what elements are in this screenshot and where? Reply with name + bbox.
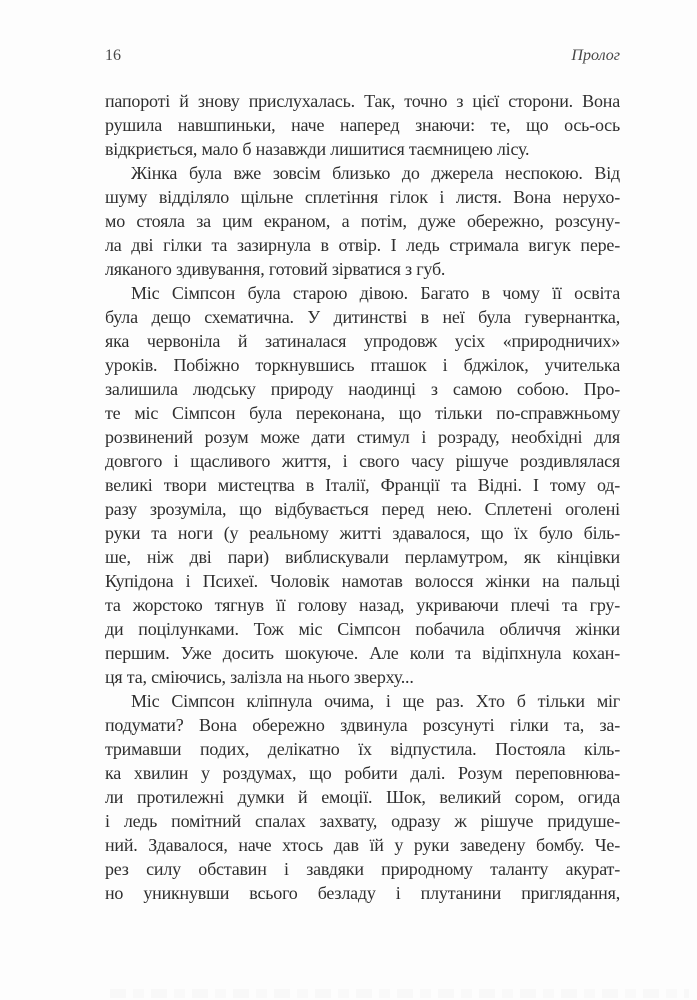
text-line: Міс Сімпсон була старою дівою. Багато в чому її освіта bbox=[131, 283, 620, 303]
text-line: подумати? Вона обережно здвинула розсунуті гілки та, за- bbox=[105, 715, 620, 735]
text-line: була дещо схематична. У дитинстві в неї була гувернантка, bbox=[105, 307, 620, 327]
text-line: ця та, сміючись, залізла на нього зверху... bbox=[105, 667, 414, 687]
text-line: ляканого здивування, готовий зірватися з губ. bbox=[105, 259, 446, 279]
text-line: ка хвилин у роздумах, що робити далі. Розум переповнюва- bbox=[105, 763, 620, 783]
text-line: яка червоніла й затиналася упродовж усіх «природничих» bbox=[105, 331, 620, 351]
text-line: ний. Здавалося, наче хтось дав їй у руки заведену бомбу. Че- bbox=[105, 835, 620, 855]
text-line: уроків. Побіжно торкнувшись пташок і бджілок, учителька bbox=[105, 355, 620, 375]
text-line: залишила людську природу наодинці з самою собою. Про- bbox=[105, 379, 620, 399]
text-line: першим. Уже досить шокуюче. Але коли та відіпхнула кохан- bbox=[105, 643, 620, 663]
text-line: руки та ноги (у реальному житті здавалося, що їх було біль- bbox=[105, 523, 620, 543]
text-line: великі твори мистецтва в Італії, Франції та Відні. І тому од- bbox=[105, 475, 620, 495]
text-line: розвинений розум може дати стимул і розраду, необхідні для bbox=[105, 427, 620, 447]
text-line: ла дві гілки та зазирнула в отвір. І ледь стримала вигук пере- bbox=[105, 235, 620, 255]
text-line: папороті й знову прислухалась. Так, точно з цієї сторони. Вона bbox=[105, 91, 620, 111]
text-line: і ледь помітний спалах захвату, одразу ж рішуче придуше- bbox=[105, 811, 620, 831]
text-line: шуму відділяло щільне сплетіння гілок і листя. Вона нерухо- bbox=[105, 187, 620, 207]
text-line: те міс Сімпсон була переконана, що тільки по-справжньому bbox=[105, 403, 620, 423]
text-line: Купідона і Психеї. Чоловік намотав волосся жінки на пальці bbox=[105, 571, 620, 591]
text-line: ше, ніж дві пари) виблискували перламутром, як кінцівки bbox=[105, 547, 620, 567]
text-line: Міс Сімпсон кліпнула очима, і ще раз. Хто б тільки міг bbox=[131, 691, 620, 711]
page-number: 16 bbox=[105, 47, 121, 64]
text-line: та жорстоко тягнув її голову назад, укриваючи плечі та гру- bbox=[105, 595, 620, 615]
scan-artifact bbox=[110, 989, 689, 998]
running-header bbox=[105, 47, 620, 65]
text-line: ди поцілунками. Тож міс Сімпсон побачила обличчя жінки bbox=[105, 619, 620, 639]
text-line: Жінка була вже зовсім близько до джерела неспокою. Від bbox=[131, 163, 620, 183]
text-line: відкриється, мало б назавжди лишитися таємницею лісу. bbox=[105, 139, 530, 159]
text-line: но уникнувши всього безладу і плутанини приглядання, bbox=[105, 883, 620, 903]
text-line: рез силу обставин і завдяки природному таланту акурат- bbox=[105, 859, 620, 879]
text-line: ли протилежні думки й емоції. Шок, великий сором, огида bbox=[105, 787, 620, 807]
text-block bbox=[105, 89, 620, 905]
running-head-title: Пролог bbox=[571, 47, 620, 64]
text-line: тримавши подих, делікатно їх відпустила. Постояла кіль- bbox=[105, 739, 620, 759]
text-line: рушила навшпиньки, наче наперед знаючи: те, що ось-ось bbox=[105, 115, 620, 135]
text-line: мо стояла за цим екраном, а потім, дуже обережно, розсуну- bbox=[105, 211, 620, 231]
text-line: довгого і щасливого життя, і свого часу рішуче роздивлялася bbox=[105, 451, 620, 471]
text-line: разу зрозуміла, що відбувається перед нею. Сплетені оголені bbox=[105, 499, 620, 519]
